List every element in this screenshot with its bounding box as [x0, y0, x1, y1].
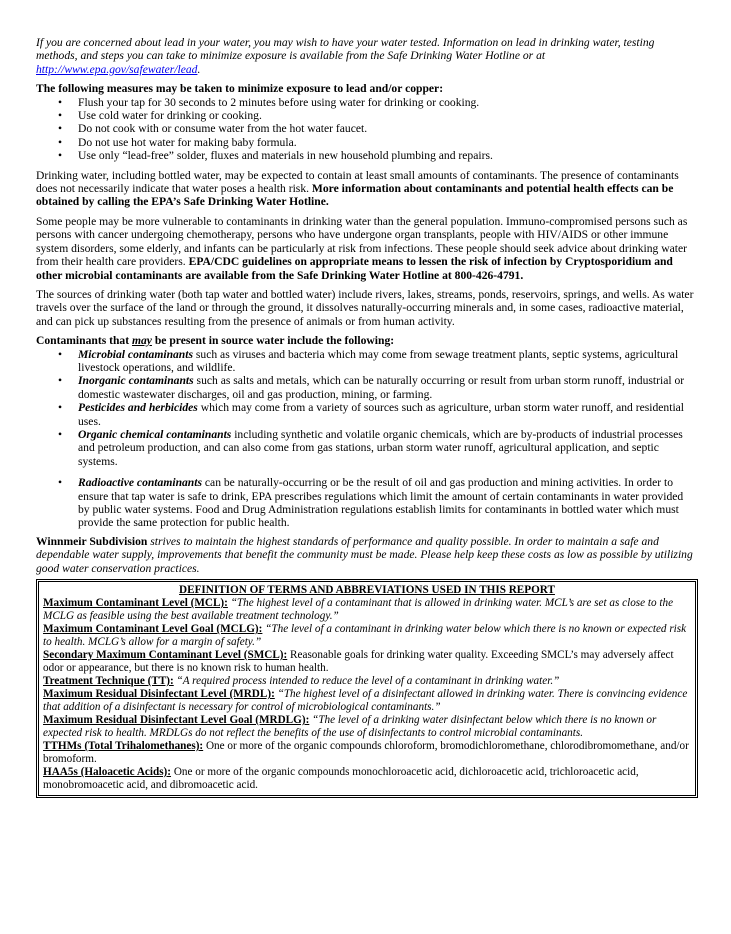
definition-text: “A required process intended to reduce the level of a contaminant in drinking water.”	[173, 675, 560, 688]
vulnerable-paragraph	[36, 215, 694, 282]
contaminant-item	[36, 374, 694, 401]
vulnerable-text: Some people may be more vulnerable to contaminants in drinking water than the general population. Immuno-compromised persons such as persons with cancer undergoing chemotherapy, persons who have undergone organ transplants, people with HIV/AIDS or other immune system disorders, some elderly, and infants can be particularly at risk from infections. These people should seek advice about drinking water from their health care providers.	[36, 214, 688, 269]
document-page	[36, 36, 694, 798]
definition-text: “The highest level of a disinfectant allowed in drinking water. There is convincing evidence that addition of a disinfectant is necessary for control of microbiological contaminants.”	[43, 688, 688, 714]
winnmeir-name: Winnmeir Subdivision	[36, 534, 148, 548]
contaminant-term: Microbial contaminants	[78, 347, 193, 361]
definition-item	[43, 740, 691, 766]
epa-lead-link[interactable]: http://www.epa.gov/safewater/lead	[36, 62, 198, 76]
definition-text: One or more of the organic compounds chloroform, bromodichloromethane, chlorodibromomethane, and/or bromoform.	[43, 740, 689, 766]
definition-term: TTHMs (Total Trihalomethanes):	[43, 740, 204, 753]
contaminant-item	[36, 428, 694, 468]
contaminant-text: such as salts and metals, which can be naturally occurring or result from urban storm runoff, industrial or domestic wastewater discharges, oil and gas production, mining, or farming.	[78, 374, 685, 401]
definition-item	[43, 714, 691, 740]
definition-term: Secondary Maximum Contaminant Level (SMCL):	[43, 649, 288, 662]
definition-item	[43, 766, 691, 792]
definition-item	[43, 623, 691, 649]
lead-intro-paragraph	[36, 36, 694, 76]
drinking-water-bold: More information about contaminants and potential health effects can be obtained by calling the EPA’s Safe Drinking Water Hotline.	[36, 182, 674, 209]
definitions-title: DEFINITION OF TERMS AND ABBREVIATIONS USED IN THIS REPORT	[179, 584, 555, 597]
definition-text: Reasonable goals for drinking water quality. Exceeding SMCL’s may adversely affect odor or appearance, but there is no known risk to human health.	[43, 649, 674, 675]
sources-paragraph: The sources of drinking water (both tap water and bottled water) include rivers, lakes, streams, ponds, reservoirs, springs, and wells. As water travels over the surface of the land or through the ground, it dissolves naturally-occurring minerals and, in some cases, radioactive material, and can pick up substances resulting from the presence of animals or from human activity.	[36, 287, 694, 328]
lead-measures-heading: The following measures may be taken to minimize exposure to lead and/or copper:	[36, 82, 444, 96]
contaminant-term: Inorganic contaminants	[78, 374, 194, 388]
definition-item	[43, 675, 691, 688]
winnmeir-paragraph	[36, 535, 694, 575]
definition-term: Maximum Contaminant Level Goal (MCLG):	[43, 623, 263, 636]
drinking-water-text: Drinking water, including bottled water, may be expected to contain at least small amounts of contaminants. The presence of contaminants does not necessarily indicate that water poses a health risk.	[36, 168, 679, 196]
contaminants-list	[36, 348, 694, 530]
drinking-water-paragraph	[36, 169, 694, 209]
lead-measure-item: • Do not cook with or consume water from the hot water faucet.	[36, 122, 694, 135]
contaminant-text: such as viruses and bacteria which may come from sewage treatment plants, septic systems, agricultural livestock operations, and wildlife.	[78, 347, 679, 374]
contaminants-heading-a: Contaminants that	[36, 334, 132, 348]
winnmeir-text: strives to maintain the highest standards of performance and quality possible. In order to maintain a safe and dependable water supply, improvements that benefit the community must be made. Please help keep these costs as low as possible by utilizing good water conservation practices.	[36, 534, 693, 575]
definition-text: “The level of a contaminant in drinking water below which there is no known or expected risk to health. MCLG’s allow for a margin of safety.”	[43, 623, 687, 649]
contaminant-term: Organic chemical contaminants	[78, 427, 232, 441]
contaminant-item	[36, 348, 694, 375]
lead-intro-text: If you are concerned about lead in your water, you may wish to have your water tested. Information on lead in drinking water, testing methods, and steps you can take to minimize exposure is available from the Safe Drinking Water Hotline or at	[36, 36, 655, 63]
definition-term: Maximum Contaminant Level (MCL):	[43, 597, 228, 610]
contaminants-heading	[36, 334, 694, 347]
definition-term: Maximum Residual Disinfectant Level Goal (MRDLG):	[43, 714, 310, 727]
vulnerable-bold: EPA/CDC guidelines on appropriate means to lessen the risk of infection by Cryptosporidium and other microbial contaminants are available from the Safe Drinking Water Hotline at 800-426-4791.	[36, 255, 673, 282]
contaminant-item	[36, 476, 694, 530]
contaminant-text: which may come from a variety of sources such as agriculture, urban storm water runoff, and residential uses.	[78, 401, 685, 428]
contaminant-item	[36, 401, 694, 428]
lead-measures-list	[36, 96, 694, 163]
contaminant-text: including synthetic and volatile organic chemicals, which are by-products of industrial processes and petroleum production, and can also come from gas stations, urban storm water runoff, agricultural application, and septic systems.	[78, 427, 683, 468]
definition-item	[43, 597, 691, 623]
lead-measure-item: • Use only “lead-free” solder, fluxes and materials in new household plumbing and repairs.	[36, 149, 694, 162]
contaminants-heading-may: may	[131, 334, 152, 348]
definition-text: “The level of a drinking water disinfectant below which there is no known or expected risk to health. MRDLGs do not reflect the benefits of the use of disinfectants to control microbial contaminants.	[43, 714, 657, 740]
definition-term: Maximum Residual Disinfectant Level (MRDL):	[43, 688, 275, 701]
contaminant-text: can be naturally-occurring or be the result of oil and gas production and mining activities. In order to ensure that tap water is safe to drink, EPA prescribes regulations which limit the amount of certain contaminants in water provided by public water systems. Food and Drug Administration regulations establish limits for contaminants in bottled water which must provide the same protection for public health.	[78, 476, 684, 530]
contaminant-term: Pesticides and herbicides	[78, 401, 198, 415]
definition-text: One or more of the organic compounds monochloroacetic acid, dichloroacetic acid, trichloroacetic acid, monobromoacetic acid, and dibromoacetic acid.	[43, 766, 639, 792]
lead-measure-item: • Use cold water for drinking or cooking.	[36, 109, 694, 122]
definition-item	[43, 688, 691, 714]
definition-term: HAA5s (Haloacetic Acids):	[43, 766, 172, 779]
contaminant-term: Radioactive contaminants	[78, 476, 202, 490]
definition-item	[43, 649, 691, 675]
lead-measure-item: • Do not use hot water for making baby formula.	[36, 136, 694, 149]
definitions-box	[36, 579, 698, 798]
definition-term: Treatment Technique (TT):	[43, 675, 174, 688]
definition-text: “The highest level of a contaminant that is allowed in drinking water. MCL’s are set as close to the MCLG as feasible using the best available treatment technology.”	[43, 597, 674, 623]
contaminants-heading-b: be present in source water include the following:	[151, 334, 395, 348]
lead-measure-item: • Flush your tap for 30 seconds to 2 minutes before using water for drinking or cooking.	[36, 96, 694, 109]
lead-intro-end: .	[197, 62, 201, 76]
